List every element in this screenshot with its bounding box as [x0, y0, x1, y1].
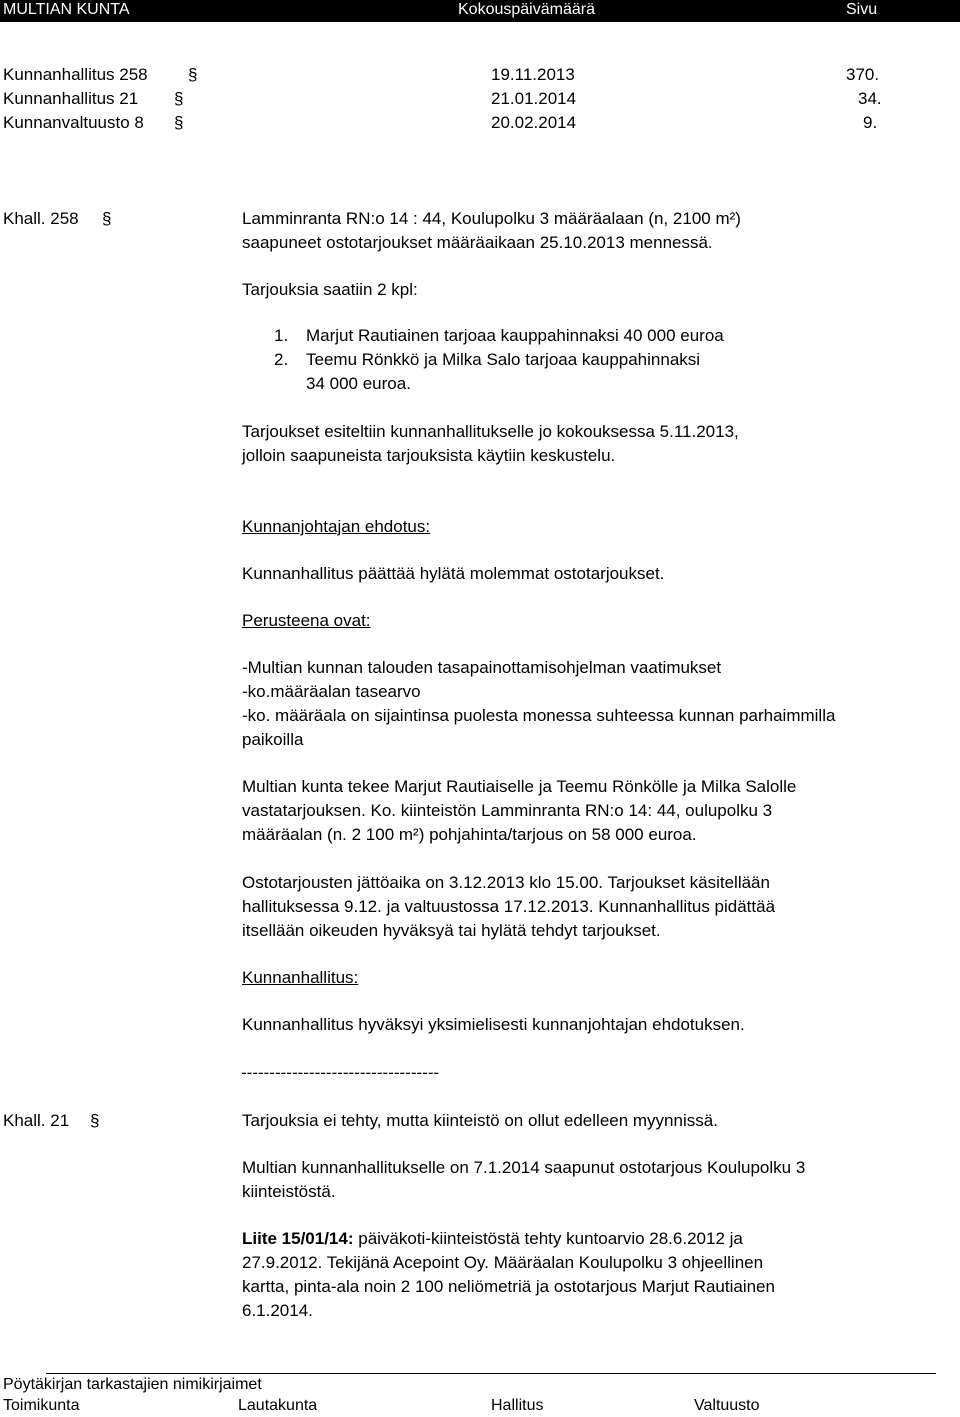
paragraph-line: Tarjouksia ei tehty, mutta kiinteistö on ollut edelleen myynnissä.: [242, 1111, 718, 1130]
ground-item: -ko.määräalan tasearvo: [242, 682, 421, 701]
ref-date: 19.11.2013: [491, 65, 575, 84]
footer-col-hallitus: Hallitus: [491, 1397, 544, 1414]
offer-text: Teemu Rönkkö ja Milka Salo tarjoaa kauppahinnaksi: [306, 350, 701, 369]
paragraph-line: itsellään oikeuden hyväksyä tai hylätä tehdyt tarjoukset.: [242, 921, 661, 940]
page-header: [0, 0, 960, 22]
offer-number: 1.: [274, 326, 289, 345]
paragraph-line: vastatarjouksen. Ko. kiinteistön Lamminranta RN:o 14: 44, oulupolku 3: [242, 801, 773, 820]
separator: -----------------------------------: [241, 1063, 440, 1082]
ref-page: 34.: [858, 89, 882, 108]
section-sign: §: [90, 1111, 100, 1130]
ref-page: 9.: [863, 113, 878, 132]
grounds-heading: Perusteena ovat:: [242, 611, 371, 630]
offer-number: 2.: [274, 350, 289, 369]
paragraph-line: Multian kunta tekee Marjut Rautiaiselle ja Teemu Rönkölle ja Milka Salolle: [242, 777, 797, 796]
paragraph-line: 27.9.2012. Tekijänä Acepoint Oy. Määräalan Koulupolku 3 ohjeellinen: [242, 1253, 764, 1272]
paragraph-line: määräalan (n. 2 100 m²) pohjahinta/tarjous on 58 000 euroa.: [242, 825, 697, 844]
item-ref: Khall. 258: [3, 209, 79, 228]
ref-body: Kunnanhallitus 21: [3, 89, 139, 108]
paragraph-line: jolloin saapuneista tarjouksista käytiin keskustelu.: [242, 446, 616, 465]
item-ref: Khall. 21: [3, 1111, 70, 1130]
proposal-text: Kunnanhallitus päättää hylätä molemmat ostotarjoukset.: [242, 564, 665, 583]
paragraph-line: Multian kunnanhallitukselle on 7.1.2014 saapunut ostotarjous Koulupolku 3: [242, 1158, 806, 1177]
paragraph-line: kartta, pinta-ala noin 2 100 neliömetriä ja ostotarjous Marjut Rautiainen: [242, 1277, 775, 1296]
ref-date: 21.01.2014: [491, 89, 577, 108]
footer-col-toimikunta: Toimikunta: [3, 1397, 80, 1414]
offers-intro: Tarjouksia saatiin 2 kpl:: [242, 280, 418, 299]
ref-date: 20.02.2014: [491, 113, 577, 132]
org-name: MULTIAN KUNTA: [3, 1, 130, 18]
ref-body: Kunnanhallitus 258: [3, 65, 148, 84]
footer-col-valtuusto: Valtuusto: [694, 1397, 760, 1414]
item-title-line: Lamminranta RN:o 14 : 44, Koulupolku 3 määräalaan (n, 2100 m²): [242, 209, 741, 228]
attachment-label: Liite 15/01/14:: [242, 1229, 354, 1248]
ref-page: 370.: [846, 65, 880, 84]
item-title-line: saapuneet ostotarjoukset määräaikaan 25.10.2013 mennessä.: [242, 233, 713, 252]
ground-item: paikoilla: [242, 730, 304, 749]
page-label: Sivu: [846, 1, 878, 18]
proposal-heading: Kunnanjohtajan ehdotus:: [242, 517, 431, 536]
signatures-label: Pöytäkirjan tarkastajien nimikirjaimet: [3, 1376, 262, 1393]
paragraph-line: Ostotarjousten jättöaika on 3.12.2013 klo 15.00. Tarjoukset käsitellään: [242, 873, 770, 892]
paragraph-line: Tarjoukset esiteltiin kunnanhallitukselle jo kokouksessa 5.11.2013,: [242, 422, 739, 441]
ground-item: -ko. määräala on sijaintinsa puolesta monessa suhteessa kunnan parhaimmilla: [242, 706, 836, 725]
paragraph-line: kiinteistöstä.: [242, 1182, 336, 1201]
ground-item: -Multian kunnan talouden tasapainottamisohjelman vaatimukset: [242, 658, 722, 677]
attachment-line: [242, 1228, 743, 1250]
paragraph-line: hallituksessa 9.12. ja valtuustossa 17.12.2013. Kunnanhallitus pidättää: [242, 897, 776, 916]
section-sign: §: [174, 89, 184, 108]
date-label: Kokouspäivämäärä: [458, 1, 595, 18]
offer-text: 34 000 euroa.: [306, 374, 411, 393]
footer-col-lautakunta: Lautakunta: [238, 1397, 318, 1414]
paragraph-line: 6.1.2014.: [242, 1301, 313, 1320]
section-sign: §: [174, 113, 184, 132]
section-sign: §: [102, 209, 112, 228]
section-sign: §: [188, 65, 198, 84]
ref-body: Kunnanvaltuusto 8: [3, 113, 144, 132]
footer-rule: [46, 1373, 936, 1374]
attachment-text: päiväkoti-kiinteistöstä tehty kuntoarvio 28.6.2012 ja: [353, 1229, 743, 1248]
decision-text: Kunnanhallitus hyväksyi yksimielisesti kunnanjohtajan ehdotuksen.: [242, 1015, 745, 1034]
board-heading: Kunnanhallitus:: [242, 968, 359, 987]
offer-text: Marjut Rautiainen tarjoaa kauppahinnaksi 40 000 euroa: [306, 326, 724, 345]
